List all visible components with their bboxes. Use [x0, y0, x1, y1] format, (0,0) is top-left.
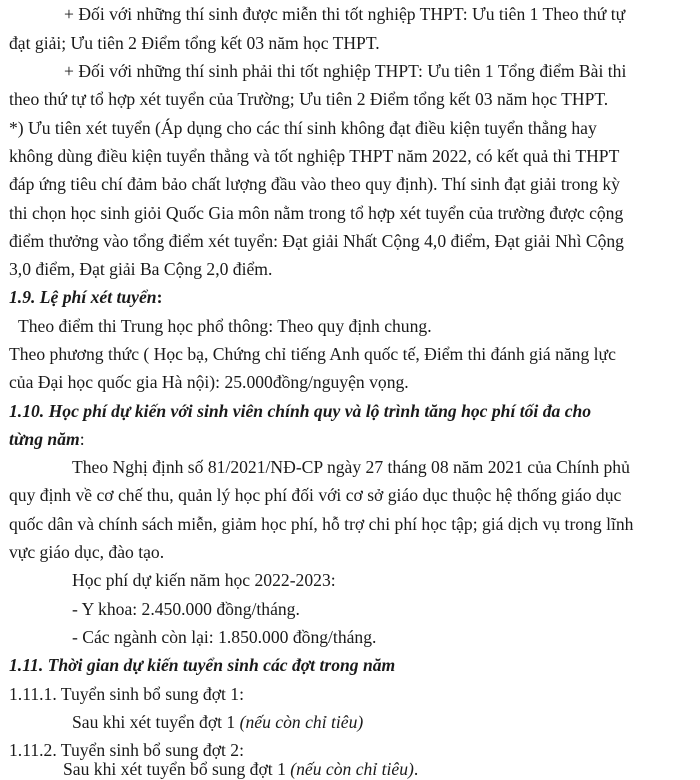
para-line: đáp ứng tiêu chí đảm bảo chất lượng đầu vào theo quy định). Thí sinh đạt giải trong kỳ — [9, 174, 620, 194]
para-line: của Đại học quốc gia Hà nội): 25.000đồng/nguyện vọng. — [9, 372, 409, 392]
heading-text: 1.9. Lệ phí xét tuyển — [9, 287, 157, 307]
text: Sau khi xét tuyển đợt 1 — [72, 712, 240, 732]
tuition-item: - Y khoa: 2.450.000 đồng/tháng. — [72, 599, 300, 619]
section-heading-1-10-cont — [9, 428, 85, 450]
para-line — [72, 711, 363, 733]
heading-text: từng năm — [9, 429, 80, 449]
para-line: vực giáo dục, đào tạo. — [9, 542, 165, 562]
para-line: Theo điểm thi Trung học phổ thông: Theo quy định chung. — [18, 316, 432, 336]
para-line — [63, 758, 418, 780]
tuition-item: - Các ngành còn lại: 1.850.000 đồng/tháng. — [72, 627, 377, 647]
subsection-heading: 1.11.1. Tuyển sinh bổ sung đợt 1: — [9, 684, 244, 704]
section-heading-1-9 — [9, 286, 162, 308]
para-line: Theo phương thức ( Học bạ, Chứng chỉ tiếng Anh quốc tế, Điểm thi đánh giá năng lực — [9, 344, 616, 364]
section-heading-1-11: 1.11. Thời gian dự kiến tuyển sinh các đợt trong năm — [9, 655, 396, 675]
para-line: + Đối với những thí sinh được miễn thi tốt nghiệp THPT: Ưu tiên 1 Theo thứ tự — [64, 4, 626, 24]
section-heading-1-10: 1.10. Học phí dự kiến với sinh viên chính quy và lộ trình tăng học phí tối đa cho — [9, 401, 592, 421]
para-line: không dùng điều kiện tuyển thẳng và tốt nghiệp THPT năm 2022, có kết quả thi THPT — [9, 146, 620, 166]
para-line: đạt giải; Ưu tiên 2 Điểm tổng kết 03 năm học THPT. — [9, 33, 380, 53]
para-line: điểm thưởng vào tổng điểm xét tuyển: Đạt giải Nhất Cộng 4,0 điểm, Đạt giải Nhì Cộng — [9, 231, 624, 251]
para-line: Học phí dự kiến năm học 2022-2023: — [72, 570, 336, 590]
italic-note: (nếu còn chỉ tiêu) — [239, 712, 364, 732]
heading-colon: : — [156, 287, 163, 307]
period: . — [413, 759, 419, 779]
para-line: theo thứ tự tổ hợp xét tuyển của Trường; Ưu tiên 2 Điểm tổng kết 03 năm học THPT. — [9, 89, 609, 109]
text: Sau khi xét tuyển bổ sung đợt 1 — [63, 759, 291, 779]
para-line: quốc dân và chính sách miễn, giảm học phí, hỗ trợ chi phí học tập; giá dịch vụ trong lĩnh — [9, 514, 634, 534]
para-line: + Đối với những thí sinh phải thi tốt nghiệp THPT: Ưu tiên 1 Tổng điểm Bài thi — [64, 61, 627, 81]
para-line: quy định về cơ chế thu, quản lý học phí đối với cơ sở giáo dục thuộc hệ thống giáo dục — [9, 485, 622, 505]
para-line: Theo Nghị định số 81/2021/NĐ-CP ngày 27 tháng 08 năm 2021 của Chính phủ — [72, 457, 630, 477]
subsection-heading: 1.11.2. Tuyển sinh bổ sung đợt 2: — [9, 740, 244, 760]
para-line: 3,0 điểm, Đạt giải Ba Cộng 2,0 điểm. — [9, 259, 273, 279]
para-line: thi chọn học sinh giỏi Quốc Gia môn nằm trong tổ hợp xét tuyển của trường được cộng — [9, 203, 624, 223]
heading-colon: : — [79, 429, 85, 449]
para-line: *) Ưu tiên xét tuyển (Áp dụng cho các thí sinh không đạt điều kiện tuyển thẳng hay — [9, 118, 597, 138]
italic-note: (nếu còn chỉ tiêu) — [290, 759, 414, 779]
